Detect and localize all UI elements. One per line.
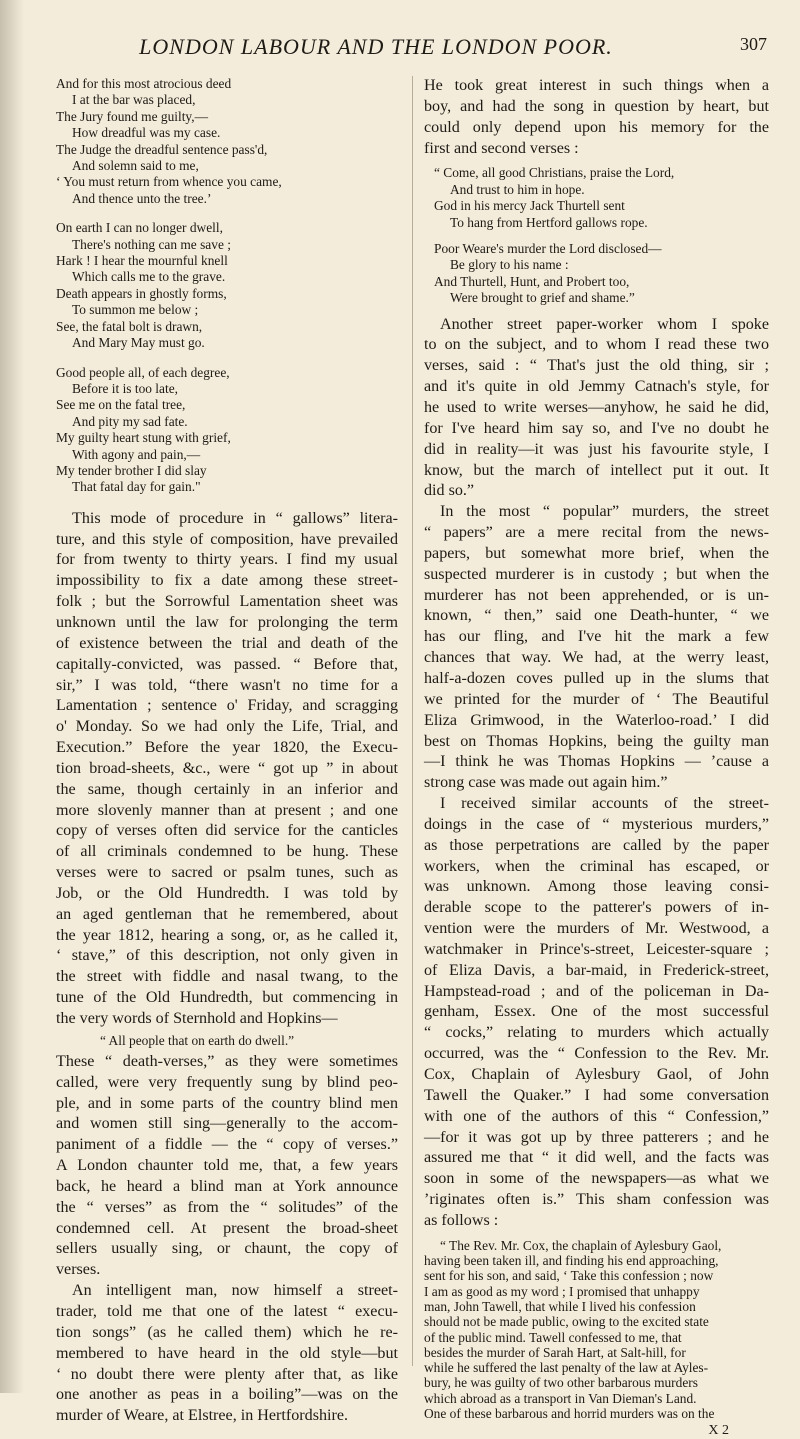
text-line: verses were to sacred or psalm tunes, such as — [56, 864, 398, 882]
text-line: the same, though certainly in an inferior and — [56, 780, 398, 798]
text-line: did so.” — [424, 482, 475, 500]
text-line: he used to write werses—anyhow, he said he did, — [424, 399, 769, 416]
verse-line: Death appears in ghostly forms, — [56, 285, 227, 301]
text-line: first and second verses : — [424, 139, 579, 157]
text-line: of the public mind. Tawell confessed to me, that — [424, 1329, 682, 1345]
text-line: occurred, was the “ Confession to the Rev. Mr. — [424, 1045, 769, 1063]
text-line: murder of Weare, at Elstree, in Hertfordshire. — [56, 1407, 348, 1425]
text-line: ple, and in some parts of the country blind men — [56, 1094, 398, 1112]
text-line: An intelligent man, now himself a street- — [72, 1282, 398, 1300]
verse-line: And solemn said to me, — [72, 158, 199, 174]
verse-line: To hang from Hertford gallows rope. — [450, 214, 648, 230]
text-line: and women still sing—generally to the accom- — [56, 1115, 398, 1133]
text-line: boy, and had the song in question by heart, but — [424, 97, 769, 115]
text-line: Tawell the Quaker.” I had some conversation — [424, 1086, 769, 1104]
page-number: 307 — [740, 34, 767, 54]
text-line: back, he heard a blind man at York announce — [56, 1177, 398, 1195]
text-line: “ papers” are a mere recital from the news- — [424, 524, 769, 542]
text-line: has our fling, and I've hit the mark a few — [424, 628, 769, 646]
text-line: know, but the march of intellect put it out. It — [424, 461, 769, 479]
text-line: an aged gentleman that he remembered, about — [56, 905, 398, 923]
verse-line: And thence unto the tree.’ — [72, 190, 212, 206]
left-column — [56, 76, 398, 1427]
verse-line: There's nothing can me save ; — [72, 236, 231, 252]
text-line: vention were the murders of Mr. Westwood, a — [424, 920, 769, 938]
text-line: A London chaunter told me, that, a few years — [56, 1157, 398, 1175]
text-line: “ cocks,” relating to murders which actually — [424, 1024, 769, 1042]
right-column — [424, 76, 769, 1439]
text-line: of all criminals condemned to be hung. These — [56, 843, 398, 861]
text-line: Hampstead-road ; and of the policeman in Da- — [424, 982, 769, 1000]
verse-line: And for this most atrocious deed — [56, 76, 232, 91]
text-line: besides the murder of Sarah Hart, at Salt-hill, for — [424, 1344, 686, 1360]
text-line: strong case was made out again him.” — [424, 774, 668, 792]
text-line: “ The Rev. Mr. Cox, the chaplain of Aylesbury Gaol, — [440, 1237, 722, 1253]
text-line: called, were very frequently sung by blind peo- — [56, 1073, 398, 1091]
text-line: with one of the authors of this “ Confession,” — [424, 1107, 769, 1125]
text-line: could only depend upon his memory for the — [424, 118, 769, 136]
text-line: Execution.” Before the year 1820, the Execu- — [56, 739, 398, 757]
text-line: ture, and this style of composition, have prevailed — [56, 530, 398, 548]
verse-line: That fatal day for gain." — [72, 479, 201, 495]
text-line: paniment of a fiddle — the “ copy of verses.” — [56, 1136, 398, 1154]
column-divider — [412, 76, 413, 1366]
verse-line: And Mary May must go. — [72, 335, 205, 351]
paragraph — [424, 315, 769, 503]
text-line: verses. — [56, 1261, 101, 1279]
text-line: was unknown. Among those leaving consi- — [424, 878, 769, 896]
text-line: condemned cell. At present the broad-sheet — [56, 1219, 398, 1237]
text-line: This mode of procedure in “ gallows” litera- — [72, 509, 398, 527]
text-line: copy of verses often did service for the canticles — [56, 822, 398, 840]
text-line: Cox, Chaplain of Aylesbury Gaol, of John — [424, 1066, 769, 1083]
poem-stanza — [56, 220, 398, 351]
text-line: soon in some of the newspapers—as what we — [424, 1170, 769, 1188]
text-line: should not be made public, owing to the excited state — [424, 1314, 709, 1330]
text-line: He took great interest in such things when a — [424, 77, 769, 94]
verse-line: And pity my sad fate. — [72, 413, 188, 429]
text-line: watchmaker in Prince's-street, Leicester-square ; — [424, 940, 769, 958]
text-line: while he suffered the last penalty of the law at Ayles- — [424, 1360, 709, 1376]
page-header — [0, 34, 800, 64]
verse-line: Hark ! I hear the mournful knell — [56, 253, 228, 269]
text-line: which abroad as a transport in Van Dieman's Land. — [424, 1390, 697, 1406]
verse-line: Poor Weare's murder the Lord disclosed— — [434, 241, 662, 256]
text-line: the very words of Sternhold and Hopkins— — [56, 1010, 338, 1027]
text-line: workers, when the criminal has escaped, or — [424, 857, 769, 875]
text-line: tune of the Old Hundredth, but commencing in — [56, 989, 398, 1007]
verse-line: See me on the fatal tree, — [56, 397, 186, 413]
text-line: having been taken ill, and finding his end approaching, — [424, 1253, 719, 1269]
binding-shadow — [0, 0, 24, 1393]
text-line: for from twenty to thirty years. I find my usual — [56, 551, 398, 569]
text-line: chances that way. We had, at the werry least, — [424, 649, 769, 667]
verse-line: Before it is too late, — [72, 380, 178, 396]
running-title: LONDON LABOUR AND THE LONDON POOR. — [139, 34, 613, 59]
poem — [56, 76, 398, 496]
text-line: impossibility to fix a date among these street- — [56, 572, 398, 590]
text-line: doings in the case of “ mysterious murders,” — [424, 815, 769, 833]
text-line: the “ verses” as from the “ solitudes” of the — [56, 1198, 398, 1216]
text-line: bury, he was guilty of two other barbarous murders — [424, 1375, 698, 1391]
text-line: folk ; but the Sorrowful Lamentation sheet was — [56, 593, 398, 611]
verse-line: And trust to him in hope. — [450, 181, 585, 197]
paragraph — [56, 1052, 398, 1281]
text-line: I received similar accounts of the street- — [440, 795, 769, 813]
verse-line: How dreadful was my case. — [72, 125, 221, 141]
text-line: sent for his son, and said, ‘ Take this confession ; now — [424, 1268, 714, 1284]
text-line: half-a-dozen coves pulled up in the slums that — [424, 669, 769, 687]
signature-mark: X 2 — [708, 1423, 729, 1439]
text-line: as those perpetrations are called by the paper — [424, 836, 769, 854]
text-line: tion songs” (as he called them) which he re- — [56, 1323, 398, 1341]
text-line: —I think he was Thomas Hopkins — ’cause a — [424, 753, 769, 771]
text-line: verses, said : “ That's just the old thing, sir ; — [424, 357, 769, 375]
text-line: In the most “ popular” murders, the street — [440, 503, 769, 521]
small-print-quotation — [424, 1238, 769, 1422]
verse-line: See, the fatal bolt is drawn, — [56, 318, 203, 334]
verse-line: Be glory to his name : — [450, 257, 569, 273]
verse-line: “ Come, all good Christians, praise the Lord, — [434, 165, 675, 181]
verse-line: To summon me below ; — [72, 302, 199, 318]
text-line: of existence between the trial and death of the — [56, 634, 398, 652]
text-line: papers, but somewhat more brief, when the — [424, 544, 769, 562]
text-line: one another as peas in a boiling”—was on the — [56, 1386, 398, 1404]
verse-line: The Jury found me guilty,— — [56, 108, 208, 124]
text-line: tion broad-sheets, &c., were “ got up ” in about — [56, 759, 398, 777]
text-line: One of these barbarous and horrid murders was on the — [424, 1406, 715, 1422]
verse-line: Were brought to grief and shame.” — [450, 290, 635, 306]
paragraph — [56, 1281, 398, 1427]
text-line: ‘ stave,” of this description, not only given in — [56, 947, 398, 965]
text-line: to on the subject, and to whom I read these two — [424, 336, 769, 354]
text-line: sellers usually sing, or chaunt, the copy of — [56, 1240, 398, 1258]
verse-line: My guilty heart stung with grief, — [56, 430, 231, 446]
text-line: derable scope to the patterer's powers of in- — [424, 899, 769, 917]
verse-line: On earth I can no longer dwell, — [56, 220, 223, 236]
paragraph — [424, 502, 769, 794]
text-line: I am as good as my word ; I promised that unhappy — [424, 1283, 700, 1299]
verse-line: My tender brother I did slay — [56, 462, 207, 478]
text-line: capitally-convicted, was passed. “ Before that, — [56, 655, 398, 673]
text-line: ‘ no doubt there were plenty after that, as like — [56, 1365, 398, 1383]
text-line: and it's quite in old Jemmy Catnach's style, for — [424, 378, 769, 396]
verse-line: God in his mercy Jack Thurtell sent — [434, 198, 625, 214]
verse-line: Which calls me to the grave. — [72, 269, 226, 285]
verse-line: ‘ You must return from whence you came, — [56, 174, 282, 190]
text-line: known, “ then,” said one Death-hunter, “ we — [424, 607, 769, 625]
text-line: murderer has not been apprehended, or is un- — [424, 586, 769, 604]
text-line: the year 1812, hearing a song, or, as he called it, — [56, 926, 398, 944]
text-line: as follows : — [424, 1211, 499, 1229]
text-line: membered to have heard in the old style—but — [56, 1344, 398, 1362]
text-line: o' Monday. So we had only the Life, Trial, and — [56, 718, 398, 736]
text-line: man, John Tawell, that while I lived his confession — [424, 1298, 696, 1314]
verse-line: I at the bar was placed, — [72, 92, 196, 108]
quoted-verse: “ All people that on earth do dwell.” — [100, 1032, 295, 1048]
text-line: best on Thomas Hopkins, being the guilty man — [424, 732, 769, 750]
text-line: assured me that “ it did well, and the facts was — [424, 1149, 769, 1167]
text-line: of Eliza Davis, a bar-maid, in Frederick-street, — [424, 961, 769, 979]
verse-line: Good people all, of each degree, — [56, 364, 230, 380]
text-line: we printed for the murder of ‘ The Beautiful — [424, 690, 769, 708]
poem-stanza — [434, 165, 769, 231]
poem-stanza — [56, 76, 398, 207]
text-line: unknown until the law for prolonging the term — [56, 613, 398, 631]
text-line: for I've heard him say so, and I've no doubt he — [424, 419, 769, 437]
text-line: genham, Essex. One of the most successful — [424, 1003, 769, 1021]
text-line: —for it was got up by three patterers ; and he — [424, 1128, 769, 1146]
text-line: Job, or the Old Hundredth. I was told by — [56, 884, 398, 902]
text-line: sir,” I was told, “there wasn't no time for a — [56, 676, 398, 694]
paragraph — [424, 76, 769, 159]
text-line: These “ death-verses,” as they were sometimes — [56, 1052, 398, 1070]
text-line: Lamentation ; sentence o' Friday, and scragging — [56, 697, 398, 715]
poem-stanza — [56, 365, 398, 496]
text-line: did in reality—it was just his favourite style, I — [424, 440, 769, 458]
verse-line: And Thurtell, Hunt, and Probert too, — [434, 273, 630, 289]
text-line: suspected murderer is in custody ; but when the — [424, 565, 769, 583]
verse-line: The Judge the dreadful sentence pass'd, — [56, 141, 268, 157]
text-line: Eliza Grimwood, in the Waterloo-road.’ I did — [424, 711, 769, 729]
poem-stanza — [434, 241, 769, 307]
text-line: trader, told me that one of the latest “ execu- — [56, 1302, 398, 1320]
text-line: the street with fiddle and nasal twang, to the — [56, 968, 398, 986]
text-line: more slovenly manner than at present ; and one — [56, 801, 398, 819]
verse-line: With agony and pain,— — [72, 446, 201, 462]
text-line: ’riginates often is.” This sham confession was — [424, 1191, 769, 1209]
paragraph — [424, 794, 769, 1232]
text-line: Another street paper-worker whom I spoke — [440, 315, 769, 333]
poem — [434, 165, 769, 306]
paragraph — [56, 509, 398, 1030]
